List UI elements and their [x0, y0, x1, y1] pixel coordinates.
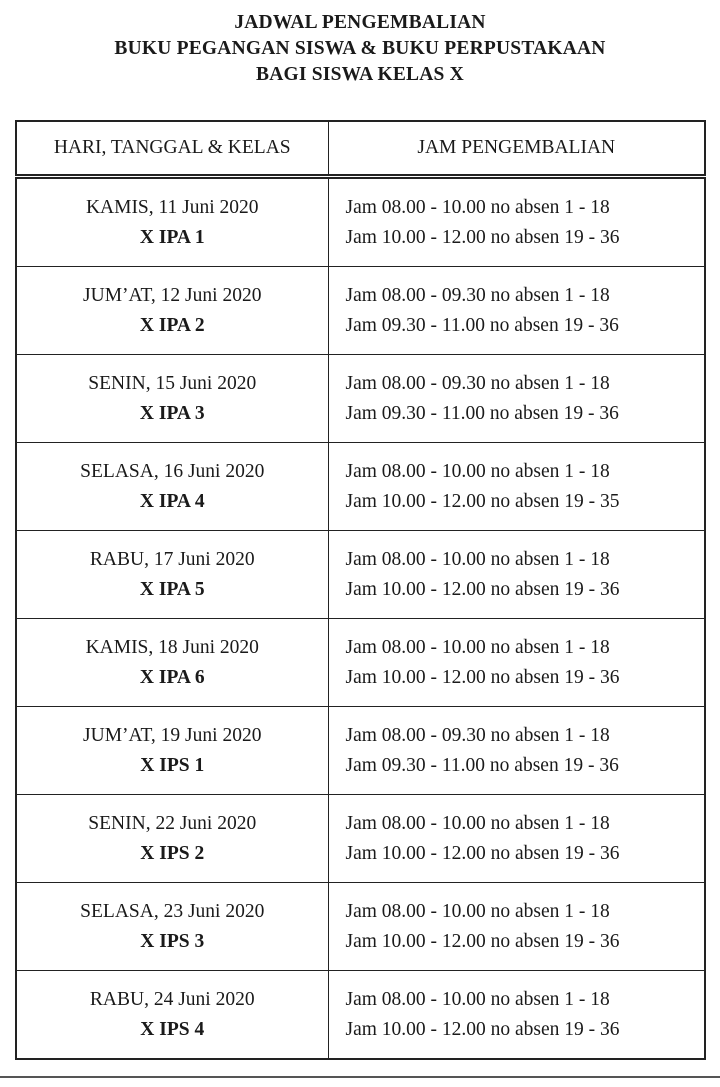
- date-text: JUM’AT, 19 Juni 2020: [83, 724, 262, 746]
- time-cell: [328, 443, 705, 531]
- title-line-2: BUKU PEGANGAN SISWA & BUKU PERPUSTAKAAN: [114, 38, 606, 59]
- time-slot-2: Jam 09.30 - 11.00 no absen 19 - 36: [345, 754, 619, 776]
- time-cell: [328, 531, 705, 619]
- time-slot-2: Jam 10.00 - 12.00 no absen 19 - 36: [345, 1018, 620, 1040]
- date-text: SENIN, 22 Juni 2020: [88, 812, 257, 834]
- time-slot-1: Jam 08.00 - 10.00 no absen 1 - 18: [345, 196, 610, 218]
- class-text: X IPS 3: [140, 930, 205, 952]
- day-cell: [16, 443, 328, 531]
- class-text: X IPA 6: [139, 666, 205, 688]
- time-cell: [328, 355, 705, 443]
- time-slot-1: Jam 08.00 - 09.30 no absen 1 - 18: [345, 284, 610, 306]
- table-row: [16, 355, 705, 443]
- day-cell: [16, 619, 328, 707]
- date-text: SELASA, 23 Juni 2020: [80, 900, 265, 922]
- time-slot-2: Jam 10.00 - 12.00 no absen 19 - 35: [345, 490, 620, 512]
- time-slot-2: Jam 10.00 - 12.00 no absen 19 - 36: [345, 930, 620, 952]
- class-text: X IPA 3: [139, 402, 205, 424]
- table-row: [16, 531, 705, 619]
- day-cell: [16, 707, 328, 795]
- header-row: [16, 121, 705, 177]
- time-slot-2: Jam 10.00 - 12.00 no absen 19 - 36: [345, 578, 620, 600]
- date-text: KAMIS, 18 Juni 2020: [85, 636, 259, 658]
- date-text: JUM’AT, 12 Juni 2020: [83, 284, 262, 306]
- schedule-table: [15, 120, 706, 1060]
- time-cell: [328, 177, 705, 267]
- time-cell: [328, 619, 705, 707]
- date-text: SELASA, 16 Juni 2020: [80, 460, 265, 482]
- time-cell: [328, 795, 705, 883]
- time-cell: [328, 707, 705, 795]
- time-slot-1: Jam 08.00 - 10.00 no absen 1 - 18: [345, 548, 610, 570]
- class-text: X IPS 1: [140, 754, 205, 776]
- time-slot-1: Jam 08.00 - 10.00 no absen 1 - 18: [345, 460, 610, 482]
- class-text: X IPS 2: [140, 842, 205, 864]
- class-text: X IPA 4: [139, 490, 205, 512]
- day-cell: [16, 355, 328, 443]
- class-text: X IPA 2: [139, 314, 205, 336]
- table-row: [16, 177, 705, 267]
- time-slot-2: Jam 09.30 - 11.00 no absen 19 - 36: [345, 314, 619, 336]
- table-row: [16, 443, 705, 531]
- time-slot-1: Jam 08.00 - 09.30 no absen 1 - 18: [345, 724, 610, 746]
- time-slot-2: Jam 10.00 - 12.00 no absen 19 - 36: [345, 226, 620, 248]
- class-text: X IPS 4: [140, 1018, 205, 1040]
- time-slot-1: Jam 08.00 - 10.00 no absen 1 - 18: [345, 900, 610, 922]
- table-row: [16, 707, 705, 795]
- time-slot-1: Jam 08.00 - 09.30 no absen 1 - 18: [345, 372, 610, 394]
- day-cell: [16, 883, 328, 971]
- time-slot-1: Jam 08.00 - 10.00 no absen 1 - 18: [345, 988, 610, 1010]
- time-cell: [328, 267, 705, 355]
- date-text: KAMIS, 11 Juni 2020: [85, 196, 259, 218]
- table-row: [16, 971, 705, 1060]
- document-title: [0, 10, 720, 88]
- bottom-divider: [0, 1076, 720, 1078]
- day-cell: [16, 971, 328, 1060]
- date-text: RABU, 17 Juni 2020: [89, 548, 255, 570]
- table-row: [16, 883, 705, 971]
- time-cell: [328, 883, 705, 971]
- class-text: X IPA 1: [139, 226, 205, 248]
- title-line-3: BAGI SISWA KELAS X: [256, 64, 464, 85]
- table-row: [16, 795, 705, 883]
- time-slot-2: Jam 10.00 - 12.00 no absen 19 - 36: [345, 842, 620, 864]
- header-return-time: JAM PENGEMBALIAN: [328, 121, 705, 177]
- class-text: X IPA 5: [139, 578, 205, 600]
- table-row: [16, 267, 705, 355]
- header-day-date-class: HARI, TANGGAL & KELAS: [16, 121, 328, 177]
- time-slot-2: Jam 09.30 - 11.00 no absen 19 - 36: [345, 402, 619, 424]
- time-slot-2: Jam 10.00 - 12.00 no absen 19 - 36: [345, 666, 620, 688]
- time-cell: [328, 971, 705, 1060]
- day-cell: [16, 177, 328, 267]
- date-text: SENIN, 15 Juni 2020: [88, 372, 257, 394]
- date-text: RABU, 24 Juni 2020: [89, 988, 255, 1010]
- time-slot-1: Jam 08.00 - 10.00 no absen 1 - 18: [345, 812, 610, 834]
- time-slot-1: Jam 08.00 - 10.00 no absen 1 - 18: [345, 636, 610, 658]
- day-cell: [16, 795, 328, 883]
- title-line-1: JADWAL PENGEMBALIAN: [234, 12, 486, 33]
- day-cell: [16, 531, 328, 619]
- table-row: [16, 619, 705, 707]
- day-cell: [16, 267, 328, 355]
